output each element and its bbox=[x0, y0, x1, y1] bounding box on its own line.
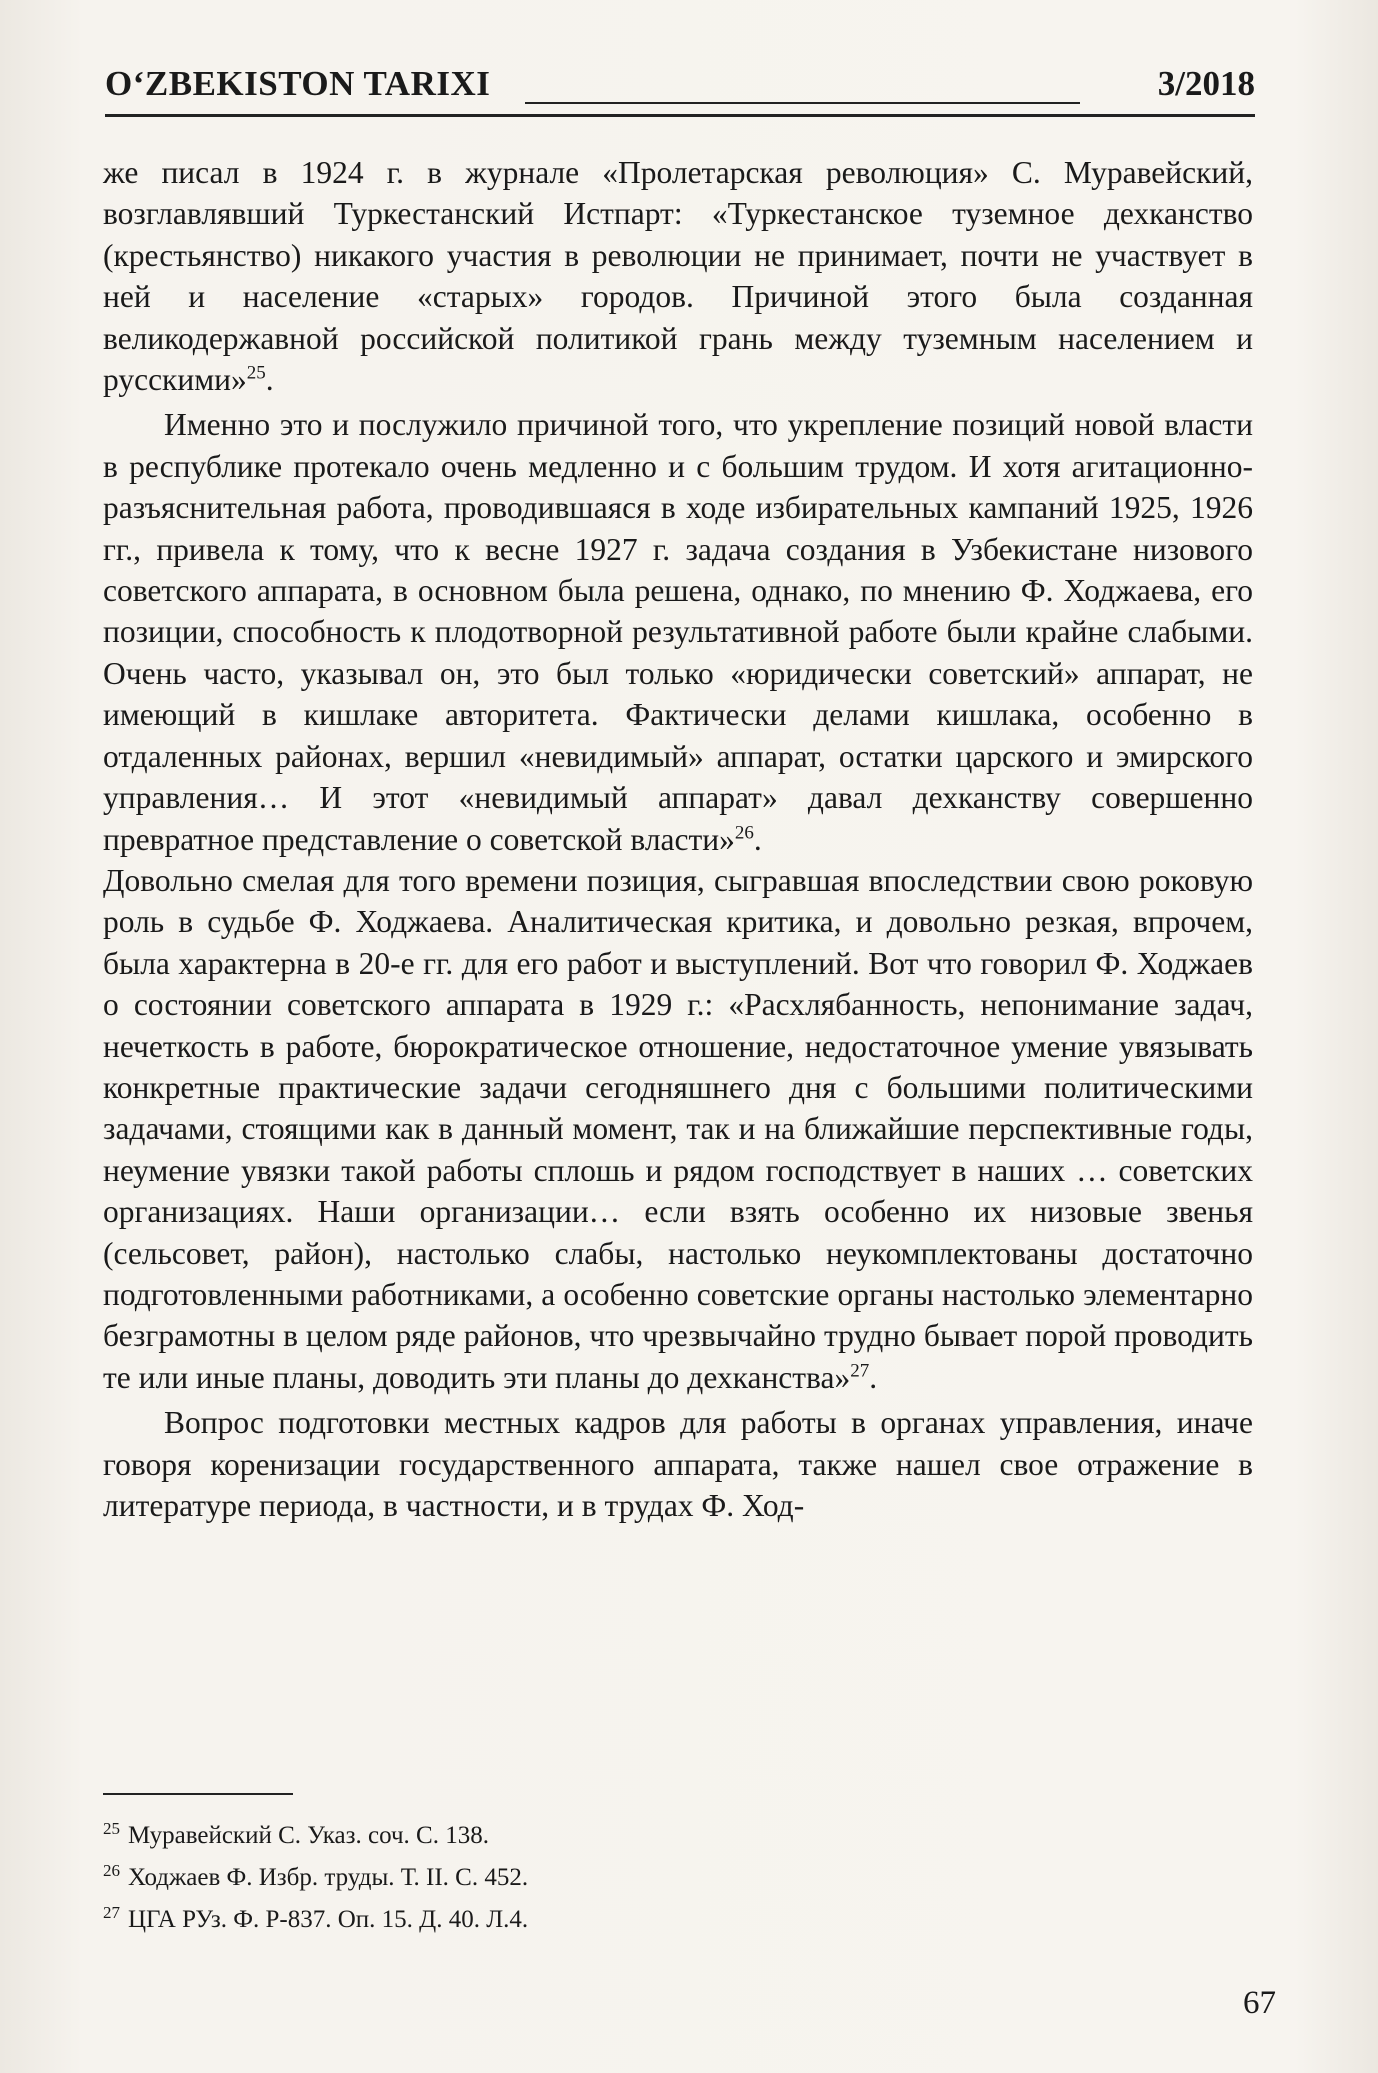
header-underline bbox=[105, 114, 1255, 117]
footnote-25: $^{25}$ Муравейский С. Указ. соч. С. 138. bbox=[103, 1818, 489, 1849]
header-rule bbox=[525, 102, 1080, 104]
footnote-27: $^{27}$ ЦГА РУз. Ф. Р-837. Оп. 15. Д. 40. Л.4. bbox=[103, 1902, 529, 1933]
footnote-separator bbox=[103, 1793, 293, 1795]
paragraph-2: Именно это и послужило причиной того, что укрепление позиций новой власти в республике протекало очень медленно и с большим трудом. И хотя агитационно-разъяснительная работа, проводившаяся в ходе избирательных кампаний 1925, 1926 гг., привела к тому, что к весне 1927 г. задача создания в Узбекистане низового советского аппарата, в основном была решена, однако, по мнению Ф. Ходжаева, его позиции, способность к плодотворной результативной работе были крайне слабыми. Очень часто, указывал он, это был только «юридически советский» аппарат, не имеющий в кишлаке авторитета. Фактически делами кишлака, особенно в отдаленных районах, вершил «невидимый» аппарат, остатки царского и эмирского управления… И этот «невидимый аппарат» давал дехканству совершенно превратное представление о советской власти»$^{26}$. bbox=[103, 407, 1253, 857]
footnote-ref-27[interactable]: 27 bbox=[850, 1360, 870, 1382]
page-number: 67 bbox=[1243, 1985, 1276, 2021]
issue-number: 3/2018 bbox=[1157, 64, 1255, 103]
article-body bbox=[103, 152, 1253, 1526]
footnote-ref-25[interactable]: 25 bbox=[246, 362, 266, 384]
paragraph-1: же писал в 1924 г. в журнале «Пролетарская революция» С. Муравейский, возглавлявший Туркестанский Истпарт: «Туркестанское туземное дехканство (крестьянство) никакого участия в революции не принимает, почти не участвует в ней и население «старых» городов. Причиной этого была созданная великодержавной российской политикой грань между туземным населением и русскими»$^{25}$. bbox=[103, 155, 1253, 398]
footnote-26: $^{26}$ Ходжаев Ф. Избр. труды. Т. II. С. 452. bbox=[103, 1860, 529, 1891]
journal-title: O‘ZBEKISTON TARIXI bbox=[105, 64, 491, 103]
running-header bbox=[105, 64, 1255, 114]
paragraph-3: Довольно смелая для того времени позиция, сыгравшая впоследствии свою роковую роль в судьбе Ф. Ходжаева. Аналитическая критика, и довольно резкая, впрочем, была характерна в 20-е гг. для его работ и выступлений. Вот что говорил Ф. Ходжаев о состоянии советского аппарата в 1929 г.: «Расхлябанность, непонимание задач, нечеткость в работе, бюрократическое отношение, недостаточное умение увязывать конкретные практические задачи сегодняшнего дня с большими политическими задачами, стоящими как в данный момент, так и на ближайшие перспективные годы, неумение увязки такой работы сплошь и рядом господствует в наших … советских организациях. Наши организации… если взять особенно их низовые звенья (сельсовет, район), настолько слабы, настолько неукомплектованы достаточно подготовленными работниками, а особенно советские органы настолько элементарно безграмотны в целом ряде районов, что чрезвычайно трудно бывает порой проводить те или иные планы, доводить эти планы до дехканства»$^{27}$. bbox=[103, 862, 1253, 1395]
footnotes bbox=[103, 1815, 1253, 1941]
footnote-ref-26[interactable]: 26 bbox=[734, 822, 754, 843]
paragraph-4: Вопрос подготовки местных кадров для работы в органах управления, иначе говоря коренизации государственного аппарата, также нашел свое отражение в литературе периода, в частности, и в трудах Ф. Ход- bbox=[103, 1405, 1253, 1523]
